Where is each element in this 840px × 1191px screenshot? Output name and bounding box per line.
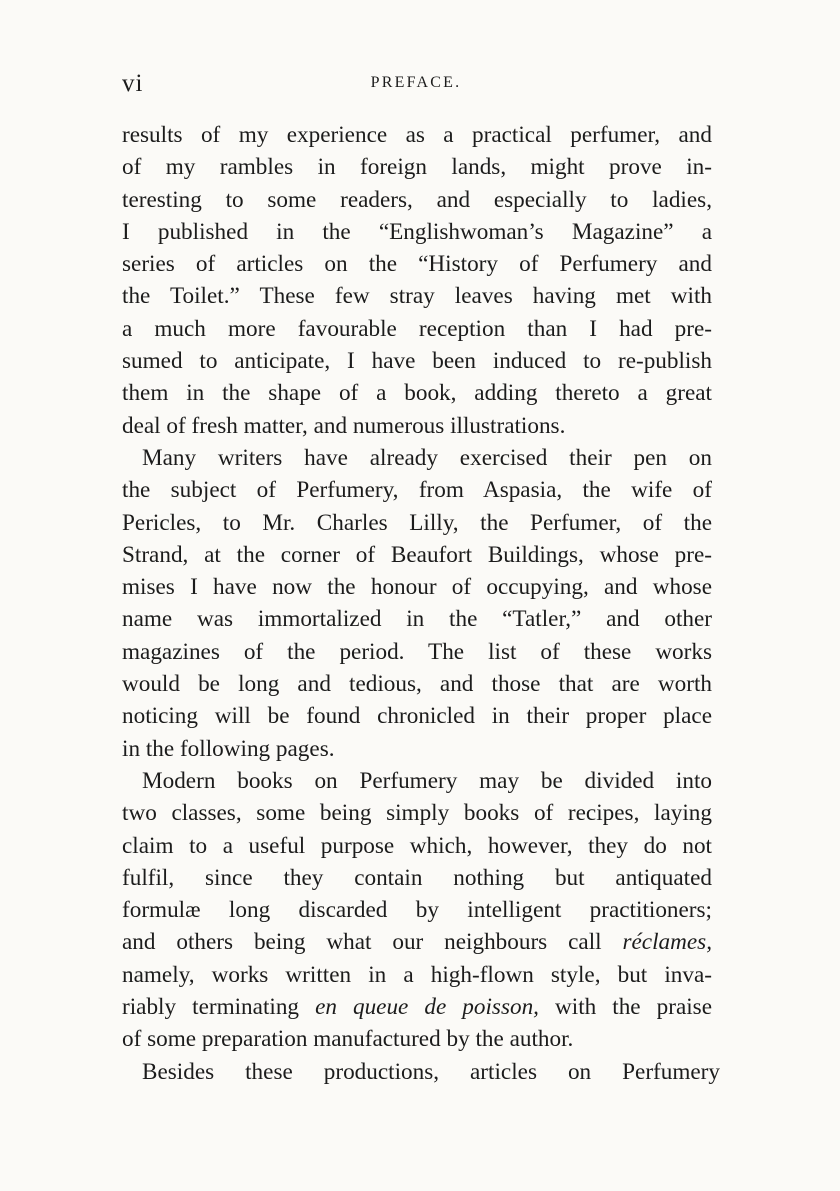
text-line-18: would be long and tedious, and those that are worth — [122, 671, 712, 698]
text-line-22: two classes, some being simply books of recipes, laying — [122, 800, 712, 827]
text-line-28-start: riably terminating — [122, 994, 300, 1021]
italic-en-queue-de-poisson: en queue de poisson, — [315, 994, 539, 1021]
text-line-7: a much more favourable reception than I had pre- — [122, 315, 712, 342]
text-line-30: Besides these productions, articles on Perfumery — [142, 1058, 720, 1085]
text-line-1: results of my experience as a practical perfumer, and — [122, 122, 712, 148]
text-line-17: magazines of the period. The list of these works — [122, 638, 712, 665]
running-head — [122, 70, 710, 100]
text-line-26-start: and others being what our neighbours call — [122, 929, 602, 956]
text-line-8: sumed to anticipate, I have been induced to re-publish — [122, 348, 712, 375]
running-title: PREFACE. — [370, 74, 462, 91]
italic-reclames: réclames, — [622, 929, 712, 956]
text-line-4: I published in the “Englishwoman’s Magazine” a — [122, 218, 712, 245]
text-line-27: namely, works written in a high-flown style, but inva- — [122, 961, 712, 988]
text-line-13: Pericles, to Mr. Charles Lilly, the Perfumer, of the — [122, 509, 712, 536]
text-line-2: of my rambles in foreign lands, might prove in- — [122, 154, 712, 181]
body-text — [122, 119, 720, 1088]
text-line-16: name was immortalized in the “Tatler,” and other — [122, 606, 712, 633]
text-line-19: noticing will be found chronicled in their proper place — [122, 703, 712, 730]
text-line-20: in the following pages. — [122, 735, 335, 762]
text-line-26 — [122, 926, 712, 958]
text-line-11: Many writers have already exercised their pen on — [142, 444, 712, 471]
text-line-29: of some preparation manufactured by the author. — [122, 1026, 574, 1053]
text-line-9: them in the shape of a book, adding thereto a great — [122, 380, 712, 407]
text-line-24: fulfil, since they contain nothing but antiquated — [122, 864, 712, 891]
text-line-28-end: with the praise — [555, 994, 713, 1021]
page-number: vi — [122, 70, 144, 97]
text-line-10: deal of fresh matter, and numerous illustrations. — [122, 412, 566, 439]
text-line-5: series of articles on the “History of Perfumery and — [122, 251, 712, 278]
text-line-6: the Toilet.” These few stray leaves having met with — [122, 283, 712, 310]
text-line-23: claim to a useful purpose which, however, they do not — [122, 832, 712, 859]
text-line-25: formulæ long discarded by intelligent practitioners; — [122, 897, 712, 924]
text-line-12: the subject of Perfumery, from Aspasia, the wife of — [122, 477, 712, 504]
text-line-28 — [122, 991, 712, 1023]
text-line-14: Strand, at the corner of Beaufort Buildings, whose pre- — [122, 541, 712, 568]
text-line-3: teresting to some readers, and especially to ladies, — [122, 186, 712, 213]
text-line-21: Modern books on Perfumery may be divided into — [142, 767, 712, 794]
text-line-15: mises I have now the honour of occupying, and whose — [122, 574, 712, 601]
